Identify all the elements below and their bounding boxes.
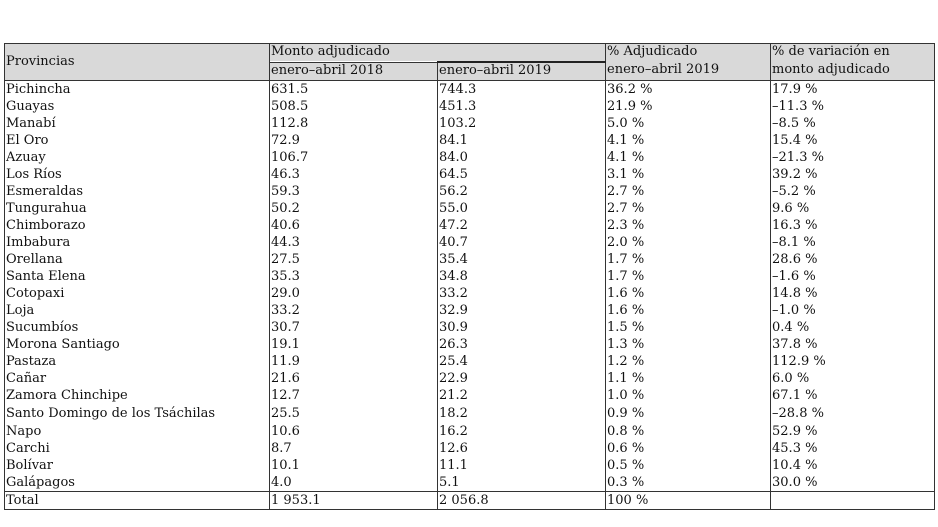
cell-monto-2018: 59.3 — [270, 183, 438, 200]
table-body — [5, 81, 935, 510]
cell-monto-2019: 33.2 — [438, 285, 606, 302]
cell-monto-2018: 12.7 — [270, 387, 438, 404]
cell-pct-adjudicado: 1.1 % — [606, 370, 771, 387]
cell-monto-2018: 46.3 — [270, 166, 438, 183]
cell-provincia: Bolívar — [5, 457, 270, 474]
cell-monto-2018: 10.1 — [270, 457, 438, 474]
cell-pct-adjudicado: 2.3 % — [606, 217, 771, 234]
cell-monto-2018: 508.5 — [270, 98, 438, 115]
cell-monto-2019: 55.0 — [438, 200, 606, 217]
cell-monto-2019: 18.2 — [438, 404, 606, 423]
cell-monto-2018: 11.9 — [270, 353, 438, 370]
cell-pct-variacion: 30.0 % — [771, 474, 935, 492]
cell-pct-variacion: 10.4 % — [771, 457, 935, 474]
table-row — [5, 319, 935, 336]
cell-pct-variacion: –5.2 % — [771, 183, 935, 200]
cell-provincia: Guayas — [5, 98, 270, 115]
table-row — [5, 200, 935, 217]
cell-pct-variacion: –11.3 % — [771, 98, 935, 115]
cell-monto-2019: 16.2 — [438, 423, 606, 440]
cell-pct-adjudicado: 0.6 % — [606, 440, 771, 457]
cell-provincia: Cañar — [5, 370, 270, 387]
cell-monto-2019: 5.1 — [438, 474, 606, 492]
cell-pct-variacion: 6.0 % — [771, 370, 935, 387]
cell-provincia: Azuay — [5, 149, 270, 166]
cell-pct-adjudicado: 1.6 % — [606, 285, 771, 302]
cell-monto-2018: 106.7 — [270, 149, 438, 166]
cell-monto-2019: 40.7 — [438, 234, 606, 251]
cell-monto-2019: 84.1 — [438, 132, 606, 149]
cell-pct-adjudicado: 5.0 % — [606, 115, 771, 132]
cell-pct-adjudicado: 4.1 % — [606, 149, 771, 166]
table-row — [5, 457, 935, 474]
cell-provincia: Esmeraldas — [5, 183, 270, 200]
cell-pct-variacion: 17.9 % — [771, 81, 935, 99]
cell-pct-variacion: 45.3 % — [771, 440, 935, 457]
cell-provincia: Pastaza — [5, 353, 270, 370]
cell-pct-variacion: 67.1 % — [771, 387, 935, 404]
cell-pct-variacion: –28.8 % — [771, 404, 935, 423]
cell-monto-2019: 47.2 — [438, 217, 606, 234]
table-row — [5, 183, 935, 200]
cell-monto-2018: 4.0 — [270, 474, 438, 492]
cell-provincia: Sucumbíos — [5, 319, 270, 336]
table-header — [5, 44, 935, 81]
cell-monto-2018: 631.5 — [270, 81, 438, 99]
cell-monto-2018: 10.6 — [270, 423, 438, 440]
provincias-table — [4, 43, 935, 510]
cell-provincia: Santa Elena — [5, 268, 270, 285]
cell-pct-variacion: 9.6 % — [771, 200, 935, 217]
cell-monto-2019: 34.8 — [438, 268, 606, 285]
cell-provincia-total: Total — [5, 492, 270, 510]
cell-monto-2019: 22.9 — [438, 370, 606, 387]
cell-monto-2018: 19.1 — [270, 336, 438, 353]
cell-monto-2018: 21.6 — [270, 370, 438, 387]
cell-monto-2019: 56.2 — [438, 183, 606, 200]
cell-monto-2019: 64.5 — [438, 166, 606, 183]
cell-provincia: Galápagos — [5, 474, 270, 492]
cell-pct-variacion: 39.2 % — [771, 166, 935, 183]
cell-monto-2018-total: 1 953.1 — [270, 492, 438, 510]
table-row — [5, 251, 935, 268]
cell-pct-adjudicado: 1.6 % — [606, 302, 771, 319]
table-row — [5, 302, 935, 319]
cell-provincia: Loja — [5, 302, 270, 319]
table-row — [5, 268, 935, 285]
cell-pct-adjudicado: 1.5 % — [606, 319, 771, 336]
header-pct-adjudicado: % Adjudicado — [606, 44, 771, 63]
cell-monto-2019: 25.4 — [438, 353, 606, 370]
cell-monto-2018: 29.0 — [270, 285, 438, 302]
cell-monto-2019: 103.2 — [438, 115, 606, 132]
table-row-total — [5, 492, 935, 510]
table-row — [5, 387, 935, 404]
cell-pct-variacion: –1.0 % — [771, 302, 935, 319]
cell-monto-2019: 35.4 — [438, 251, 606, 268]
cell-monto-2018: 35.3 — [270, 268, 438, 285]
cell-provincia: Napo — [5, 423, 270, 440]
cell-pct-adjudicado: 1.3 % — [606, 336, 771, 353]
table-row — [5, 132, 935, 149]
cell-provincia: Los Ríos — [5, 166, 270, 183]
cell-pct-adjudicado: 2.0 % — [606, 234, 771, 251]
cell-monto-2018: 72.9 — [270, 132, 438, 149]
cell-monto-2019: 26.3 — [438, 336, 606, 353]
cell-pct-variacion: 37.8 % — [771, 336, 935, 353]
cell-pct-adjudicado: 0.8 % — [606, 423, 771, 440]
cell-monto-2018: 33.2 — [270, 302, 438, 319]
cell-provincia: Pichincha — [5, 81, 270, 99]
cell-pct-adjudicado: 2.7 % — [606, 200, 771, 217]
cell-pct-variacion: 15.4 % — [771, 132, 935, 149]
table-row — [5, 166, 935, 183]
cell-pct-adjudicado: 0.3 % — [606, 474, 771, 492]
header-monto-adjudicado: Monto adjudicado — [270, 44, 606, 63]
cell-monto-2019: 451.3 — [438, 98, 606, 115]
cell-pct-variacion: 112.9 % — [771, 353, 935, 370]
cell-pct-adjudicado: 1.0 % — [606, 387, 771, 404]
cell-provincia: Carchi — [5, 440, 270, 457]
cell-provincia: Santo Domingo de los Tsáchilas — [5, 404, 270, 423]
table-row — [5, 149, 935, 166]
cell-pct-adjudicado: 2.7 % — [606, 183, 771, 200]
table-row — [5, 353, 935, 370]
cell-pct-variacion: –8.1 % — [771, 234, 935, 251]
cell-provincia: El Oro — [5, 132, 270, 149]
cell-monto-2018: 112.8 — [270, 115, 438, 132]
cell-monto-2019-total: 2 056.8 — [438, 492, 606, 510]
cell-pct-adjudicado: 4.1 % — [606, 132, 771, 149]
cell-provincia: Morona Santiago — [5, 336, 270, 353]
header-pct-adjudicado-periodo: enero–abril 2019 — [606, 62, 771, 81]
table-row — [5, 98, 935, 115]
cell-monto-2018: 30.7 — [270, 319, 438, 336]
header-periodo-2019: enero–abril 2019 — [438, 62, 606, 81]
cell-pct-variacion: –1.6 % — [771, 268, 935, 285]
table-row — [5, 81, 935, 99]
cell-monto-2019: 84.0 — [438, 149, 606, 166]
cell-provincia: Cotopaxi — [5, 285, 270, 302]
table-row — [5, 423, 935, 440]
header-pct-variacion-line2: monto adjudicado — [771, 62, 935, 81]
cell-monto-2019: 11.1 — [438, 457, 606, 474]
cell-pct-variacion: –8.5 % — [771, 115, 935, 132]
table-row — [5, 474, 935, 492]
cell-provincia: Orellana — [5, 251, 270, 268]
table-row — [5, 234, 935, 251]
cell-provincia: Chimborazo — [5, 217, 270, 234]
cell-pct-variacion: 0.4 % — [771, 319, 935, 336]
cell-monto-2018: 44.3 — [270, 234, 438, 251]
cell-monto-2018: 8.7 — [270, 440, 438, 457]
cell-pct-adjudicado: 0.5 % — [606, 457, 771, 474]
cell-pct-adjudicado: 1.7 % — [606, 268, 771, 285]
cell-pct-variacion-total — [771, 492, 935, 510]
cell-monto-2019: 30.9 — [438, 319, 606, 336]
header-periodo-2018: enero–abril 2018 — [270, 62, 438, 81]
cell-monto-2018: 25.5 — [270, 404, 438, 423]
cell-pct-variacion: 16.3 % — [771, 217, 935, 234]
cell-monto-2018: 40.6 — [270, 217, 438, 234]
cell-provincia: Imbabura — [5, 234, 270, 251]
cell-pct-adjudicado: 1.2 % — [606, 353, 771, 370]
header-pct-variacion-line1: % de variación en — [771, 44, 935, 63]
cell-monto-2019: 12.6 — [438, 440, 606, 457]
table-row — [5, 404, 935, 423]
cell-provincia: Tungurahua — [5, 200, 270, 217]
cell-monto-2019: 744.3 — [438, 81, 606, 99]
cell-pct-adjudicado: 1.7 % — [606, 251, 771, 268]
cell-monto-2018: 50.2 — [270, 200, 438, 217]
table-row — [5, 217, 935, 234]
cell-pct-variacion: 52.9 % — [771, 423, 935, 440]
cell-monto-2018: 27.5 — [270, 251, 438, 268]
table-row — [5, 440, 935, 457]
cell-monto-2019: 21.2 — [438, 387, 606, 404]
cell-provincia: Manabí — [5, 115, 270, 132]
header-provincias: Provincias — [5, 44, 270, 81]
cell-pct-variacion: 28.6 % — [771, 251, 935, 268]
cell-provincia: Zamora Chinchipe — [5, 387, 270, 404]
provincias-table-container — [4, 43, 934, 510]
cell-pct-adjudicado: 3.1 % — [606, 166, 771, 183]
cell-pct-adjudicado: 21.9 % — [606, 98, 771, 115]
cell-pct-adjudicado-total: 100 % — [606, 492, 771, 510]
table-row — [5, 370, 935, 387]
table-row — [5, 115, 935, 132]
cell-pct-variacion: 14.8 % — [771, 285, 935, 302]
table-row — [5, 285, 935, 302]
cell-pct-adjudicado: 0.9 % — [606, 404, 771, 423]
cell-pct-variacion: –21.3 % — [771, 149, 935, 166]
cell-monto-2019: 32.9 — [438, 302, 606, 319]
table-row — [5, 336, 935, 353]
cell-pct-adjudicado: 36.2 % — [606, 81, 771, 99]
